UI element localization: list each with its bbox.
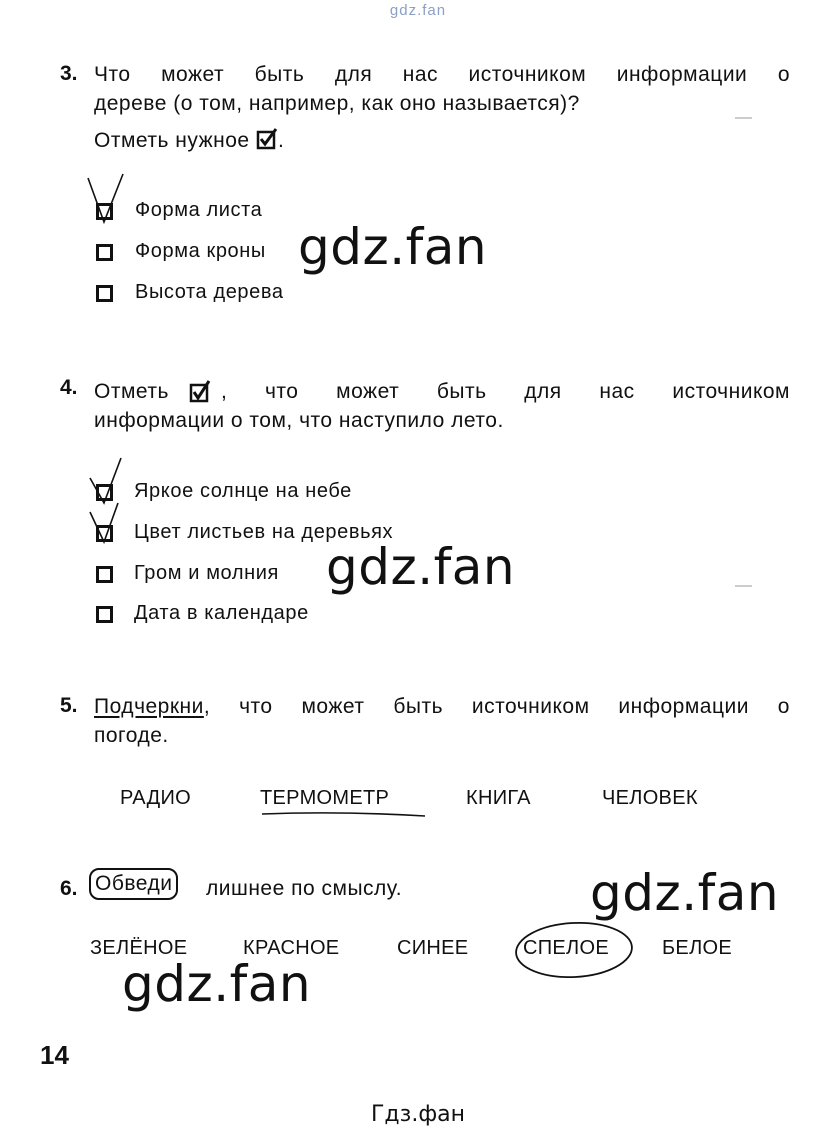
watermark-4: gdz.fan [122, 955, 312, 1013]
q6-number: 6. [60, 877, 78, 900]
q4-option-3-label: Гром и молния [134, 562, 279, 584]
q6-word-5: БЕЛОЕ [662, 937, 732, 959]
q5-word-1: РАДИО [120, 787, 191, 809]
q4-option-1-check-mark [90, 458, 121, 503]
q4-text-start: Отметь [94, 380, 169, 403]
q4-option-2-check-mark [90, 503, 118, 542]
page-number: 14 [40, 1040, 69, 1070]
q4-text-end: , что может быть для нас источником [220, 380, 790, 403]
q5-underlined-instruction: Подчеркни [94, 695, 204, 718]
q5-word-2: ТЕРМОМЕТР [260, 787, 390, 809]
q6-word-1: ЗЕЛЁНОЕ [90, 937, 188, 959]
q5-answer-underline [262, 813, 425, 816]
q4-option-2-label: Цвет листьев на деревьях [134, 521, 394, 543]
q5-word-3: КНИГА [466, 787, 531, 809]
q5-text-line2: погоде. [94, 724, 169, 747]
q3-option-1-check-mark [88, 174, 123, 222]
q6-word-4: СПЕЛОЕ [523, 937, 609, 959]
q3-option-2-label: Форма кроны [135, 240, 266, 262]
watermark-3: gdz.fan [590, 864, 780, 922]
q3-text-line2: дереве (о том, например, как оно называется)? [94, 92, 580, 115]
q6-answer-circle [515, 920, 634, 980]
q4-text-line2: информации о том, что наступило лето. [94, 409, 504, 432]
q3-text-line1: Что может быть для нас источником информации о [94, 63, 790, 86]
q6-text-rest: лишнее по смыслу. [206, 877, 403, 900]
q6-word-3: СИНЕЕ [397, 937, 469, 959]
q4-option-4-label: Дата в календаре [134, 602, 309, 624]
watermark-1: gdz.fan [298, 218, 488, 276]
site-watermark-top: gdz.fan [389, 2, 447, 19]
footer-site-name: Гдз.фан [371, 1102, 465, 1127]
q6-boxed-word: Обведи [89, 868, 178, 900]
q3-instruction-text: Отметь нужное [94, 129, 250, 152]
q5-word-4: ЧЕЛОВЕК [602, 787, 698, 809]
q3-option-3-label: Высота дерева [135, 281, 284, 303]
q6-word-2: КРАСНОЕ [243, 937, 340, 959]
q3-number: 3. [60, 62, 78, 85]
q5-text-rest: , что может быть источником информации о [203, 695, 790, 718]
q4-option-1-label: Яркое солнце на небе [134, 480, 352, 502]
q5-number: 5. [60, 694, 78, 717]
q3-instruction-period: . [277, 129, 285, 152]
q3-option-1-label: Форма листа [135, 199, 263, 221]
q4-number: 4. [60, 376, 78, 399]
watermark-2: gdz.fan [326, 538, 516, 596]
